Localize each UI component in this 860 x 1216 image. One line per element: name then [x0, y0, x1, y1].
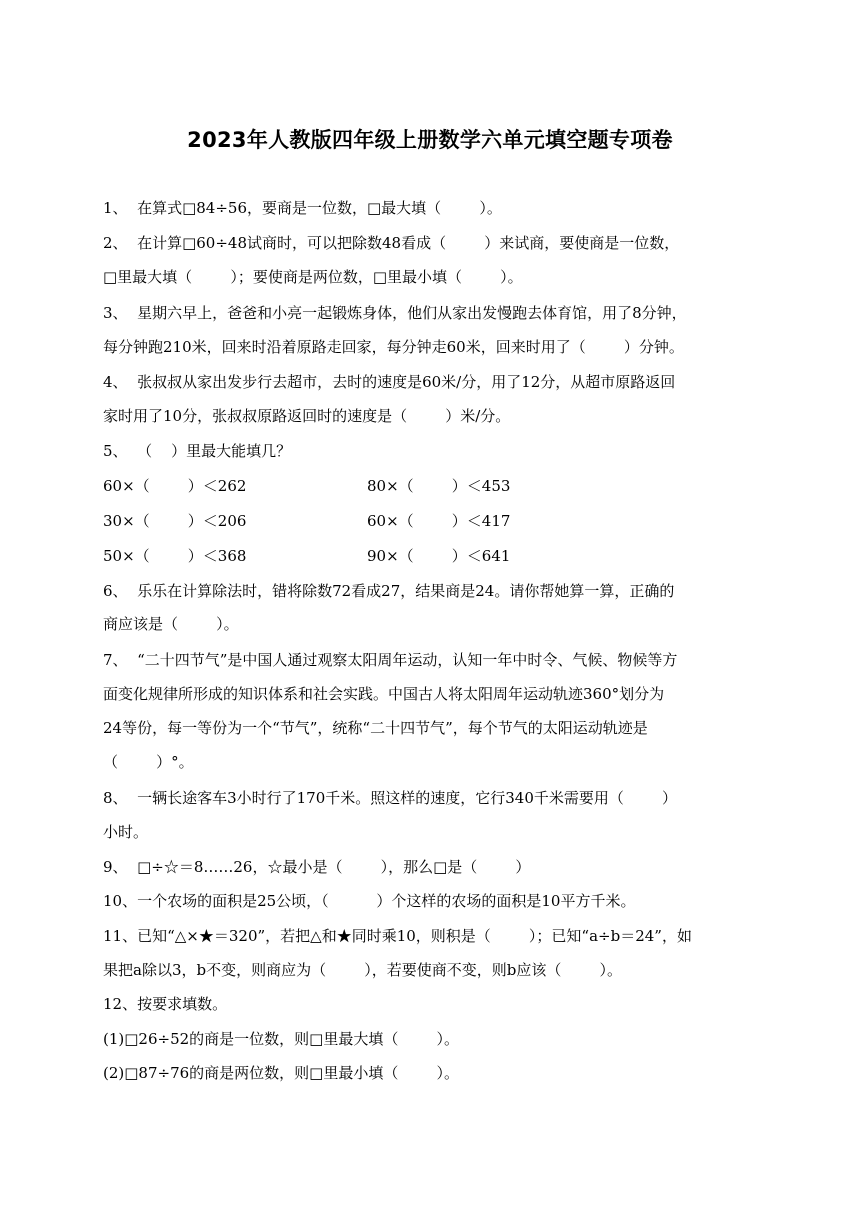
question-7-line-4: （ ）°。 — [103, 753, 194, 771]
question-10: 10、一个农场的面积是25公顷，（ ）个这样的农场的面积是10平方千米。 — [103, 892, 636, 910]
question-7-line-1: 7、 “二十四节气”是中国人通过观察太阳周年运动，认知一年中时令、气候、物候等方 — [103, 651, 678, 669]
question-8-line-2: 小时。 — [103, 823, 149, 841]
question-6-line-1: 6、 乐乐在计算除法时，错将除数72看成27，结果商是24。请你帮她算一算，正确的 — [103, 582, 675, 600]
question-5-item-e: 50×（ ）＜368 — [103, 547, 247, 565]
question-5-item-f: 90×（ ）＜641 — [367, 547, 511, 565]
question-9: 9、 □÷☆＝8……26，☆最小是（ ），那么□是（ ） — [103, 858, 531, 876]
question-5-stem: 5、 （ ）里最大能填几？ — [103, 442, 292, 460]
question-6-line-2: 商应该是（ ）。 — [103, 615, 239, 633]
question-12-part-2: (2)□87÷76的商是两位数，则□里最小填（ ）。 — [103, 1064, 459, 1082]
question-1-line-1: 1、 在算式□84÷56，要商是一位数，□最大填（ ）。 — [103, 199, 502, 217]
question-4-line-2: 家时用了10分，张叔叔原路返回时的速度是（ ）米/分。 — [103, 407, 511, 425]
question-2-line-1: 2、 在计算□60÷48试商时，可以把除数48看成（ ）来试商，要使商是一位数， — [103, 234, 680, 252]
question-4-line-1: 4、 张叔叔从家出发步行去超市，去时的速度是60米/分，用了12分，从超市原路返回 — [103, 373, 676, 391]
question-7-line-3: 24等份，每一等份为一个“节气”，统称“二十四节气”，每个节气的太阳运动轨迹是 — [103, 719, 648, 737]
question-2-line-2: □里最大填（ ）；要使商是两位数，□里最小填（ ）。 — [103, 268, 523, 286]
question-5-item-b: 80×（ ）＜453 — [367, 477, 511, 495]
question-11-line-2: 果把a除以3，b不变，则商应为（ ），若要使商不变，则b应该（ ）。 — [103, 961, 622, 979]
question-8-line-1: 8、 一辆长途客车3小时行了170千米。照这样的速度，它行340千米需要用（ ） — [103, 789, 678, 807]
question-7-line-2: 面变化规律所形成的知识体系和社会实践。中国古人将太阳周年运动轨迹360°划分为 — [103, 685, 665, 703]
question-5-item-c: 30×（ ）＜206 — [103, 512, 247, 530]
worksheet-title: 2023年人教版四年级上册数学六单元填空题专项卷 — [187, 128, 673, 152]
question-3-line-2: 每分钟跑210米，回来时沿着原路走回家，每分钟走60米，回来时用了（ ）分钟。 — [103, 338, 684, 356]
question-12-part-1: (1)□26÷52的商是一位数，则□里最大填（ ）。 — [103, 1030, 459, 1048]
question-5-item-d: 60×（ ）＜417 — [367, 512, 511, 530]
question-11-line-1: 11、已知“△×★＝320”，若把△和★同时乘10，则积是（ ）；已知“a÷b＝24”，如 — [103, 927, 692, 945]
question-5-item-a: 60×（ ）＜262 — [103, 477, 247, 495]
question-12-stem: 12、按要求填数。 — [103, 995, 228, 1013]
question-3-line-1: 3、 星期六早上，爸爸和小亮一起锻炼身体，他们从家出发慢跑去体育馆，用了8分钟， — [103, 304, 687, 322]
